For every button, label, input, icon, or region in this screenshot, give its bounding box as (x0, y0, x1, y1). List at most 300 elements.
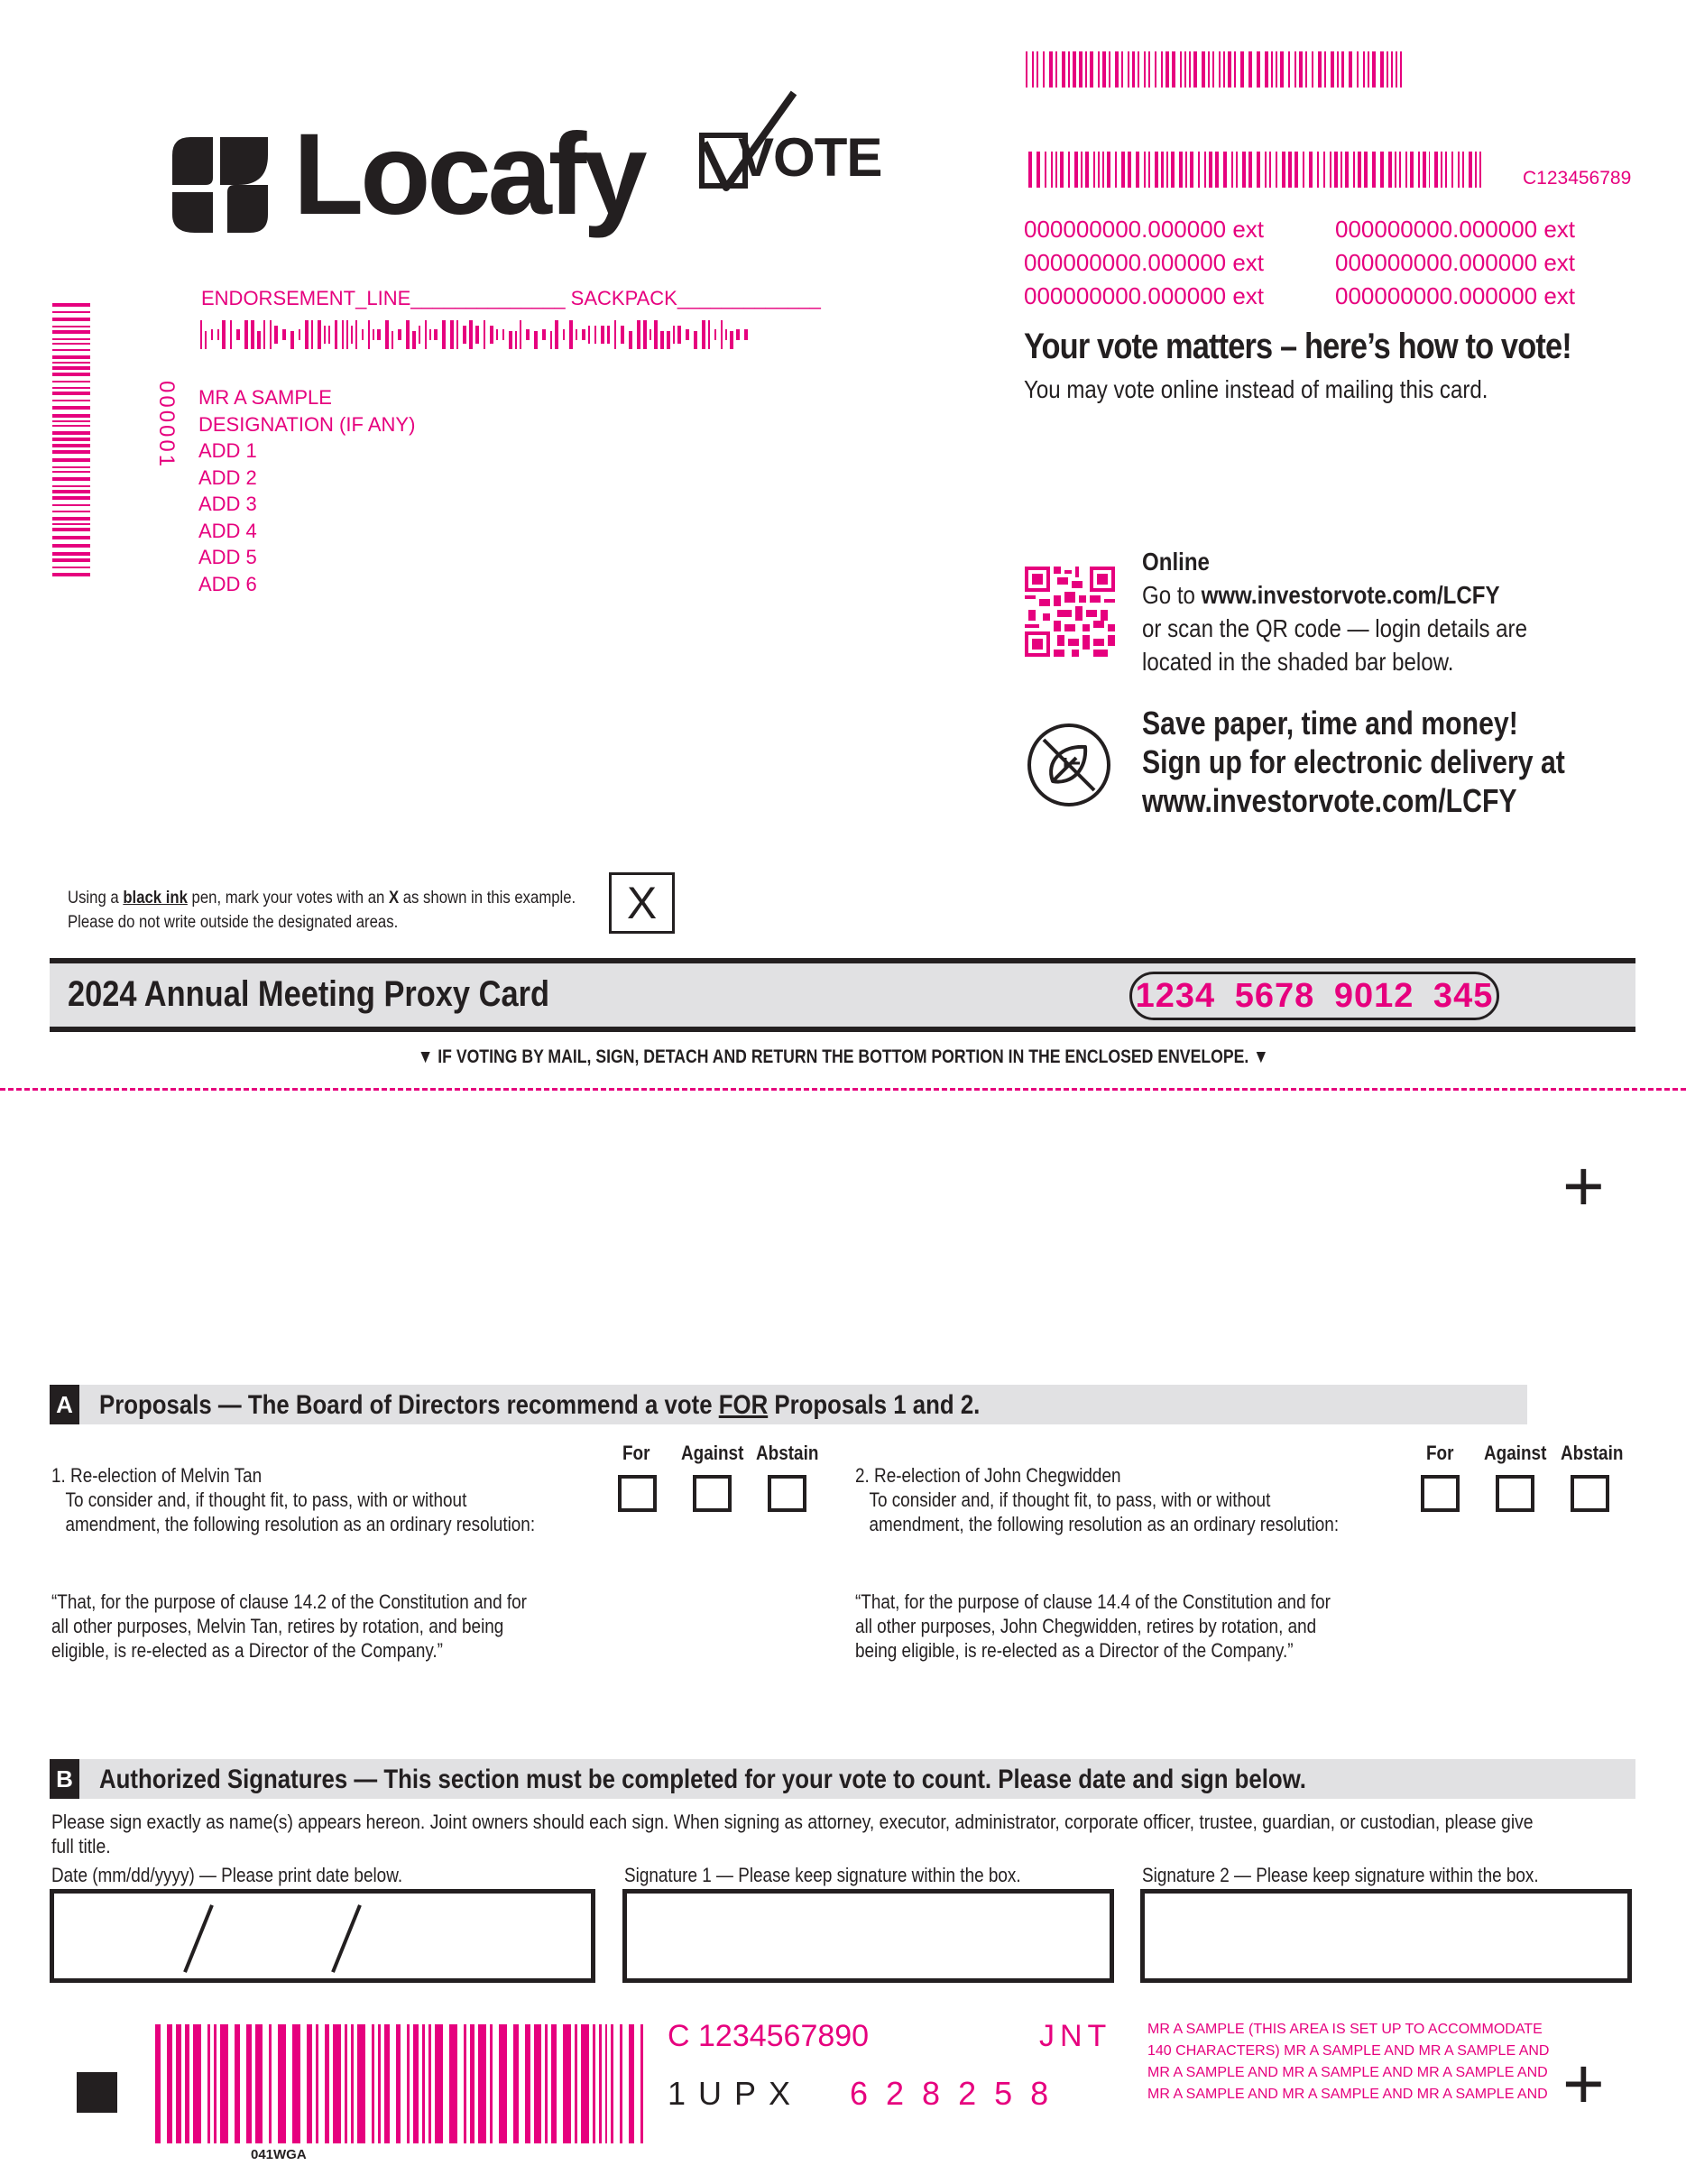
barcode-bar (721, 320, 723, 349)
barcode-bar (496, 329, 498, 341)
ext-code: 000000000.000000 ext (1335, 282, 1576, 309)
barcode-bar (52, 414, 90, 418)
barcode-bar (1148, 152, 1150, 188)
barcode-bar (52, 511, 90, 512)
barcode-bar (1372, 152, 1376, 188)
barcode-bar (563, 2024, 571, 2143)
barcode-bar (1223, 152, 1227, 188)
online-url-link[interactable]: www.investorvote.com/LCFY (1201, 581, 1500, 609)
barcode-bar (270, 320, 272, 349)
barcode-bar (52, 318, 90, 321)
barcode-bar (1060, 152, 1064, 188)
ink-line2: Please do not write outside the designated areas. (68, 913, 399, 932)
address-line: ADD 2 (198, 465, 257, 489)
proposal-2-for-checkbox[interactable] (1421, 1475, 1460, 1512)
barcode-bar (1172, 51, 1175, 88)
barcode-bar (346, 320, 348, 349)
barcode-bar (373, 329, 374, 341)
barcode-bar (1341, 152, 1342, 188)
ext-code: 000000000.000000 ext (1024, 249, 1265, 276)
barcode-bar (1330, 152, 1331, 188)
e-delivery-promo (1142, 704, 1565, 820)
ext-codes-right (1335, 213, 1575, 313)
barcode-bar (1215, 152, 1219, 188)
section-a-letter: A (50, 1385, 79, 1424)
resolution-line: all other purposes, John Chegwidden, retires by rotation, and (855, 1615, 1317, 1637)
barcode-bar (52, 536, 90, 539)
barcode-bar (282, 329, 286, 341)
barcode-bar (551, 2024, 557, 2143)
barcode-bar (502, 329, 504, 341)
barcode-bar (640, 2024, 643, 2143)
barcode-bar (509, 331, 512, 349)
barcode-bar (607, 326, 611, 344)
leaf-icon (1026, 722, 1112, 808)
online-line: or scan the QR code — login details are (1142, 614, 1527, 642)
barcode-bar (499, 2024, 507, 2143)
barcode-bar (1357, 51, 1359, 88)
barcode-bar (200, 320, 202, 349)
barcode-bar (52, 485, 90, 487)
barcode-bar (1090, 51, 1093, 88)
barcode-bar (351, 2024, 354, 2143)
barcode-bar (412, 331, 416, 349)
footer-jnt-code: JNT (1039, 2019, 1112, 2053)
barcode-bar (176, 2024, 181, 2143)
barcode-bar (406, 320, 410, 349)
barcode-bar (1462, 152, 1464, 188)
vote-label: VOTE (738, 127, 882, 188)
barcode-bar (463, 326, 466, 344)
barcode-bar (1240, 51, 1244, 88)
barcode-bar (1441, 152, 1442, 188)
barcode-bar (629, 2024, 634, 2143)
ext-codes-left (1024, 213, 1264, 313)
barcode-bar (629, 331, 632, 349)
barcode-bar (469, 320, 473, 349)
barcode-bar (1265, 51, 1268, 88)
barcode-bar (1400, 51, 1402, 88)
barcode-bar (1079, 51, 1083, 88)
barcode-bar (526, 329, 530, 341)
barcode-bar (425, 320, 427, 349)
ink-x-text: X (388, 889, 400, 908)
barcode-bar (1242, 152, 1246, 188)
registration-square (77, 2072, 117, 2113)
barcode-bar (1423, 152, 1426, 188)
footer-sequence: 628258 (850, 2075, 1067, 2112)
barcode-bar (52, 303, 90, 307)
barcode-bar (1055, 51, 1057, 88)
ink-text: Using a (68, 889, 124, 908)
barcode-bar (1341, 51, 1345, 88)
barcode-bar (1098, 51, 1100, 88)
barcode-bar (1184, 51, 1186, 88)
barcode-bar (1353, 152, 1355, 188)
barcode-bar (52, 567, 90, 568)
barcode-bar (1161, 152, 1165, 188)
barcode-bar (545, 2024, 548, 2143)
barcode-bar (220, 2024, 228, 2143)
barcode-bar (1028, 152, 1032, 188)
barcode-bar (52, 400, 90, 401)
barcode-bar (325, 2024, 330, 2143)
barcode-bar (1276, 152, 1277, 188)
barcode-bar (575, 2024, 577, 2143)
barcode-bar (1257, 51, 1260, 88)
barcode-bar (1294, 152, 1298, 188)
barcode-bar (278, 2024, 286, 2143)
barcode-bar (351, 326, 353, 344)
barcode-bar (263, 320, 265, 349)
barcode-bar (1429, 152, 1431, 188)
barcode-bar (569, 320, 573, 349)
barcode-bar (601, 326, 604, 344)
barcode-bar (1132, 51, 1136, 88)
barcode-bar (1036, 152, 1040, 188)
barcode-bar (1387, 51, 1388, 88)
barcode-bar (357, 2024, 365, 2143)
barcode-bar (449, 2024, 457, 2143)
barcode-bar (599, 2024, 602, 2143)
barcode-bar (686, 329, 689, 341)
barcode-bar (1045, 152, 1046, 188)
registration-mark-icon: + (1562, 1146, 1605, 1226)
barcode-bar (1265, 152, 1267, 188)
barcode-bar (1190, 152, 1193, 188)
barcode-bar (52, 444, 90, 447)
proposal-1-for-checkbox[interactable] (618, 1475, 657, 1512)
barcode-bar (581, 2024, 589, 2143)
barcode-bar (730, 331, 733, 349)
barcode-bar (1026, 51, 1027, 88)
barcode-bar (434, 329, 438, 341)
barcode-bar (714, 329, 716, 341)
footer-address (1147, 2019, 1549, 2106)
barcode-bar (1102, 51, 1106, 88)
barcode-bar (1165, 51, 1169, 88)
barcode-bar (251, 320, 254, 349)
footer-control-number: C 1234567890 (668, 2019, 870, 2053)
locafy-logo-icon (172, 137, 268, 233)
proposal-1-abstain-checkbox[interactable] (768, 1475, 806, 1512)
barcode-bar (355, 320, 357, 349)
barcode-bar (1036, 51, 1038, 88)
brand-name: Locafy (293, 110, 644, 239)
footer-address-line: MR A SAMPLE (THIS AREA IS SET UP TO ACCOMMODATE (1147, 2022, 1543, 2037)
barcode-bar (442, 320, 446, 349)
barcode-bar (52, 528, 90, 531)
barcode-bar (1171, 152, 1175, 188)
proposal-heading: 1. Re-election of Melvin Tan (51, 1464, 263, 1487)
resolution-line: “That, for the purpose of clause 14.2 of the Constitution and for (51, 1590, 527, 1613)
vote-abstain-label: Abstain (1561, 1442, 1624, 1464)
barcode-bar (52, 381, 90, 382)
barcode-bar (316, 2024, 318, 2143)
instruction-line: full title. (51, 1835, 111, 1857)
section-a-header (50, 1385, 1527, 1424)
ext-code: 000000000.000000 ext (1024, 282, 1265, 309)
detach-text: ▼ IF VOTING BY MAIL, SIGN, DETACH AND RETURN THE BOTTOM PORTION IN THE ENCLOSED ENVELOPE. ▼ (417, 1046, 1269, 1067)
barcode-bar (385, 320, 389, 349)
barcode-bar (1198, 152, 1200, 188)
barcode-bar (413, 2024, 419, 2143)
promo-url-link[interactable]: www.investorvote.com/LCFY (1142, 782, 1517, 819)
barcode-bar (185, 2024, 190, 2143)
barcode-bar (422, 2024, 425, 2143)
barcode-bar (594, 326, 596, 344)
barcode-bar (1248, 51, 1252, 88)
barcode-bar (1148, 51, 1150, 88)
resolution-line: all other purposes, Melvin Tan, retires by rotation, and being (51, 1615, 504, 1637)
barcode-bar (643, 320, 647, 349)
barcode-bar (702, 320, 705, 349)
online-heading: Online (1142, 548, 1210, 576)
barcode-bar (1236, 152, 1238, 188)
barcode-bar (407, 2024, 410, 2143)
barcode-bar (1469, 152, 1472, 188)
barcode-bar (542, 329, 546, 341)
barcode-bar (470, 2024, 475, 2143)
barcode-bar (244, 320, 248, 349)
barcode-bar (1391, 51, 1393, 88)
barcode-bar (1368, 51, 1369, 88)
barcode-bar (1410, 152, 1414, 188)
barcode-bar (52, 552, 90, 556)
ink-instructions (68, 886, 576, 935)
barcode-bar (236, 329, 240, 341)
barcode-bar (513, 2024, 519, 2143)
barcode-bar (1364, 152, 1368, 188)
vote-abstain-label: Abstain (756, 1442, 819, 1464)
date-separator (331, 1904, 362, 1973)
barcode-bar (1334, 152, 1338, 188)
barcode-bar (1032, 51, 1034, 88)
barcode-bar (1179, 152, 1183, 188)
barcode-bar (52, 330, 90, 334)
barcode-bar (660, 331, 664, 349)
resolution-line: being eligible, is re-elected as a Director of the Company.” (855, 1639, 1294, 1662)
barcode-bar (52, 450, 90, 454)
barcode-bar (1318, 51, 1322, 88)
barcode-bar (1051, 152, 1053, 188)
proposal-2-abstain-checkbox[interactable] (1571, 1475, 1609, 1512)
sequence-number: 000001 (154, 381, 179, 470)
example-mark-box: X (609, 872, 675, 934)
address-line: MR A SAMPLE (198, 386, 332, 409)
barcode-bar (428, 2024, 431, 2143)
date-label: Date (mm/dd/yyyy) — Please print date below. (51, 1864, 403, 1886)
barcode-bar (255, 2024, 263, 2143)
barcode-bar (52, 573, 90, 576)
barcode-bar (582, 329, 585, 341)
barcode-bar (398, 329, 401, 341)
resolution-line: “That, for the purpose of clause 14.4 of the Constitution and for (855, 1590, 1331, 1613)
barcode-bar (435, 2024, 443, 2143)
signature-1-field[interactable] (622, 1889, 1114, 1983)
barcode-bar (378, 2024, 381, 2143)
barcode-bar (52, 392, 90, 395)
barcode-bar (222, 320, 226, 349)
barcode-bar (450, 320, 454, 349)
barcode-bar (1271, 51, 1273, 88)
barcode-bar (1458, 152, 1460, 188)
barcode-bar (1363, 51, 1365, 88)
barcode-bar (1280, 51, 1284, 88)
ink-bold-text: black ink (123, 889, 188, 908)
barcode-bar (464, 2024, 466, 2143)
barcode-bar (1049, 51, 1053, 88)
proposal-2 (855, 1463, 1339, 1536)
barcode-bar (324, 326, 326, 344)
barcode-bar (1231, 152, 1233, 188)
barcode-bar (52, 471, 90, 473)
barcode-bar (335, 320, 338, 349)
barcode-bar (1317, 152, 1319, 188)
footer-upx-code: 1UPX (668, 2075, 804, 2112)
barcode-bar (52, 349, 90, 351)
barcode-bar (563, 329, 565, 341)
qr-code-icon[interactable] (1025, 567, 1115, 657)
barcode-bar (1161, 51, 1163, 88)
address-line: ADD 3 (198, 493, 257, 515)
control-number: C123456789 (1523, 168, 1632, 189)
barcode-bar (667, 331, 670, 349)
barcode-bar (614, 320, 616, 349)
barcode-bar (52, 420, 90, 422)
barcode-bar (52, 504, 90, 506)
address-line: ADD 5 (198, 546, 257, 568)
footer-address-line: 140 CHARACTERS) MR A SAMPLE AND MR A SAMPLE AND (1147, 2043, 1550, 2059)
vote-against-label: Against (1484, 1442, 1547, 1464)
footer-address-line: MR A SAMPLE AND MR A SAMPLE AND MR A SAMPLE AND (1147, 2065, 1548, 2080)
barcode-bar (1396, 51, 1397, 88)
barcode-bar (1380, 51, 1384, 88)
date-field[interactable] (50, 1889, 595, 1983)
barcode-bar (52, 438, 90, 441)
vote-against-label: Against (681, 1442, 744, 1464)
barcode-bar (1212, 51, 1214, 88)
barcode-bar (534, 2024, 542, 2143)
detach-instruction (0, 1046, 1686, 1068)
proposal-1-resolution (51, 1590, 527, 1663)
proposal-2-against-checkbox[interactable] (1496, 1475, 1534, 1512)
section-b-header (50, 1759, 1635, 1799)
barcode-bar (484, 320, 485, 349)
barcode-bar (1282, 152, 1285, 188)
barcode-bar (1180, 51, 1182, 88)
proposal-text: amendment, the following resolution as an ordinary resolution: (65, 1513, 536, 1535)
barcode-bar (515, 331, 517, 349)
barcode-bar (475, 326, 479, 344)
perforation-line (0, 1088, 1686, 1091)
footer-address-line: MR A SAMPLE AND MR A SAMPLE AND MR A SAMPLE AND (1147, 2087, 1548, 2102)
barcode-bar (52, 431, 90, 435)
barcode-bar (1128, 51, 1129, 88)
barcode-bar (1337, 51, 1339, 88)
form-code: 041WGA (251, 2147, 307, 2162)
ext-code: 000000000.000000 ext (1335, 216, 1576, 243)
barcode-bar (52, 406, 90, 410)
barcode-bar (207, 2024, 210, 2143)
barcode-bar (605, 2024, 608, 2143)
barcode-bar (368, 320, 370, 349)
barcode-bar (637, 320, 640, 349)
barcode-bar (52, 523, 90, 525)
barcode-bar (52, 490, 90, 493)
ink-text: as shown in this example. (399, 889, 576, 908)
promo-line: Save paper, time and money! (1142, 705, 1518, 742)
barcode-bar (1399, 152, 1401, 188)
barcode-bar (1294, 51, 1296, 88)
barcode-bar (654, 320, 658, 349)
barcode-bar (725, 329, 727, 341)
barcode-bar (1380, 152, 1384, 188)
barcode-bar (1305, 51, 1307, 88)
barcode-bar (1288, 152, 1292, 188)
barcode-bar (1085, 152, 1089, 188)
promo-line: Sign up for electronic delivery at (1142, 743, 1565, 780)
endorsement-line: ENDORSEMENT_LINE______________ SACKPACK_____________ (201, 287, 821, 309)
barcode-bar (555, 320, 558, 349)
address-line: DESIGNATION (IF ANY) (198, 412, 416, 436)
barcode-bar (1288, 51, 1290, 88)
proposal-1-against-checkbox[interactable] (693, 1475, 732, 1512)
barcode-bar (1345, 152, 1349, 188)
ink-text: pen, mark your votes with an (187, 889, 389, 908)
barcode-bar (52, 517, 90, 521)
barcode-bar (274, 326, 278, 344)
barcode-bar (318, 320, 321, 349)
registration-mark-icon: + (1562, 2043, 1605, 2124)
address-line: ADD 6 (198, 572, 257, 595)
barcode-bar (52, 477, 90, 481)
barcode-bar (235, 2024, 240, 2143)
barcode-bar (217, 329, 219, 341)
barcode-bar (1372, 51, 1376, 88)
barcode-bar (1269, 152, 1271, 188)
barcode-bar (534, 331, 538, 349)
barcode-bar (1451, 152, 1453, 188)
barcode-bar (52, 466, 90, 468)
address-line: ADD 4 (198, 519, 257, 542)
barcode-bar (1309, 152, 1313, 188)
barcode-bar (1068, 51, 1070, 88)
barcode-bar (1434, 152, 1438, 188)
signature-2-field[interactable] (1140, 1889, 1632, 1983)
barcode-bar (1395, 152, 1396, 188)
barcode-bar (52, 362, 90, 364)
side-barcode (52, 303, 90, 585)
barcode-bar (525, 2024, 530, 2143)
barcode-bar (1479, 152, 1481, 188)
barcode-bar (52, 458, 90, 462)
barcode-bar (593, 2024, 595, 2143)
barcode-bar (621, 326, 624, 344)
section-a-title: Proposals — The Board of Directors recommend a vote FOR Proposals 1 and 2. (99, 1390, 981, 1420)
barcode-bar (650, 329, 651, 341)
barcode-bar (1144, 51, 1146, 88)
barcode-bar (456, 320, 458, 349)
barcode-bar (576, 329, 577, 341)
proposal-text: To consider and, if thought fit, to pass, with or without (65, 1488, 467, 1511)
signature-instructions (51, 1810, 1639, 1858)
barcode-bar (1248, 152, 1252, 188)
barcode-bar (167, 2024, 172, 2143)
barcode-bar (305, 320, 309, 349)
barcode-bar (1276, 51, 1277, 88)
barcode-bar (257, 331, 261, 349)
